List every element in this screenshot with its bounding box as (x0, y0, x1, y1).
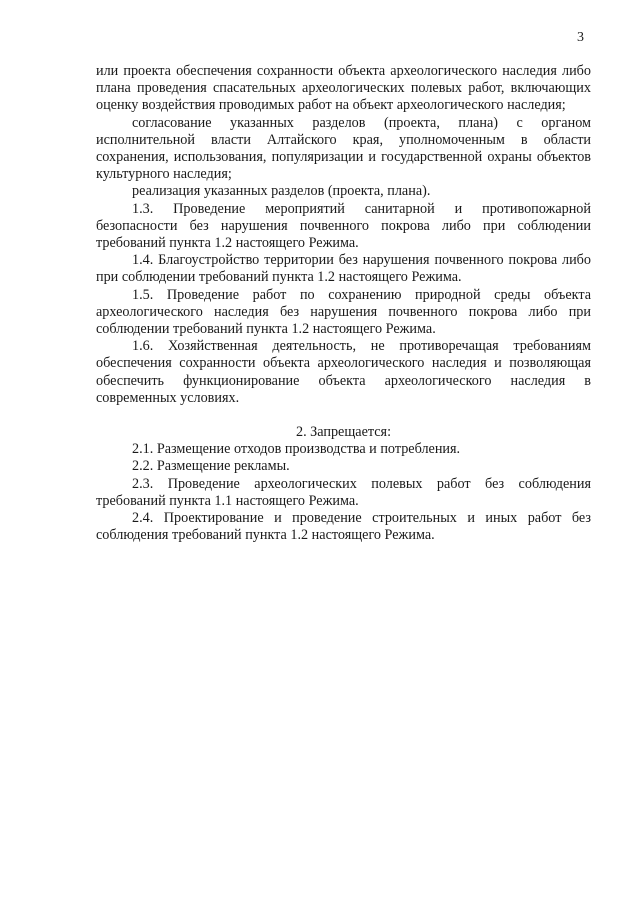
paragraph-approval: согласование указанных разделов (проекта, плана) с органом исполнительной власти Алтайского края, уполномоченным в области сохранения, использования, популяризации и государственной охраны объектов культурного наследия; (96, 114, 591, 183)
clause-1-3: 1.3. Проведение мероприятий санитарной и противопожарной безопасности без нарушения почвенного покрова либо при соблюдении требований пункта 1.2 настоящего Режима. (96, 200, 591, 252)
clause-1-5: 1.5. Проведение работ по сохранению природной среды объекта археологического наследия без нарушения почвенного покрова либо при соблюдении требований пункта 1.2 настоящего Режима. (96, 286, 591, 338)
paragraph-implementation: реализация указанных разделов (проекта, плана). (132, 183, 431, 200)
clause-2-1: 2.1. Размещение отходов производства и потребления. (132, 441, 461, 458)
clause-1-6: 1.6. Хозяйственная деятельность, не противоречащая требованиям обеспечения сохранности объекта археологического наследия и позволяющая обеспечить функционирование объекта археологического наследия в современных условиях. (96, 338, 591, 406)
paragraph-project-plan: или проекта обеспечения сохранности объекта археологического наследия либо плана проведения спасательных археологических полевых работ, включающих оценку воздействия проводимых работ на объект археологического наследия; (96, 63, 591, 114)
clause-2-2: 2.2. Размещение рекламы. (132, 458, 290, 475)
section-2-heading: 2. Запрещается: (295, 424, 392, 441)
document-body (96, 63, 591, 544)
section-spacer (96, 407, 591, 424)
clause-1-4: 1.4. Благоустройство территории без нарушения почвенного покрова либо при соблюдении требований пункта 1.2 настоящего Режима. (96, 252, 591, 286)
page-number: 3 (577, 30, 584, 45)
clause-2-3: 2.3. Проведение археологических полевых работ без соблюдения требований пункта 1.1 настоящего Режима. (96, 475, 591, 509)
clause-2-4: 2.4. Проектирование и проведение строительных и иных работ без соблюдения требований пункта 1.2 настоящего Режима. (96, 510, 591, 544)
